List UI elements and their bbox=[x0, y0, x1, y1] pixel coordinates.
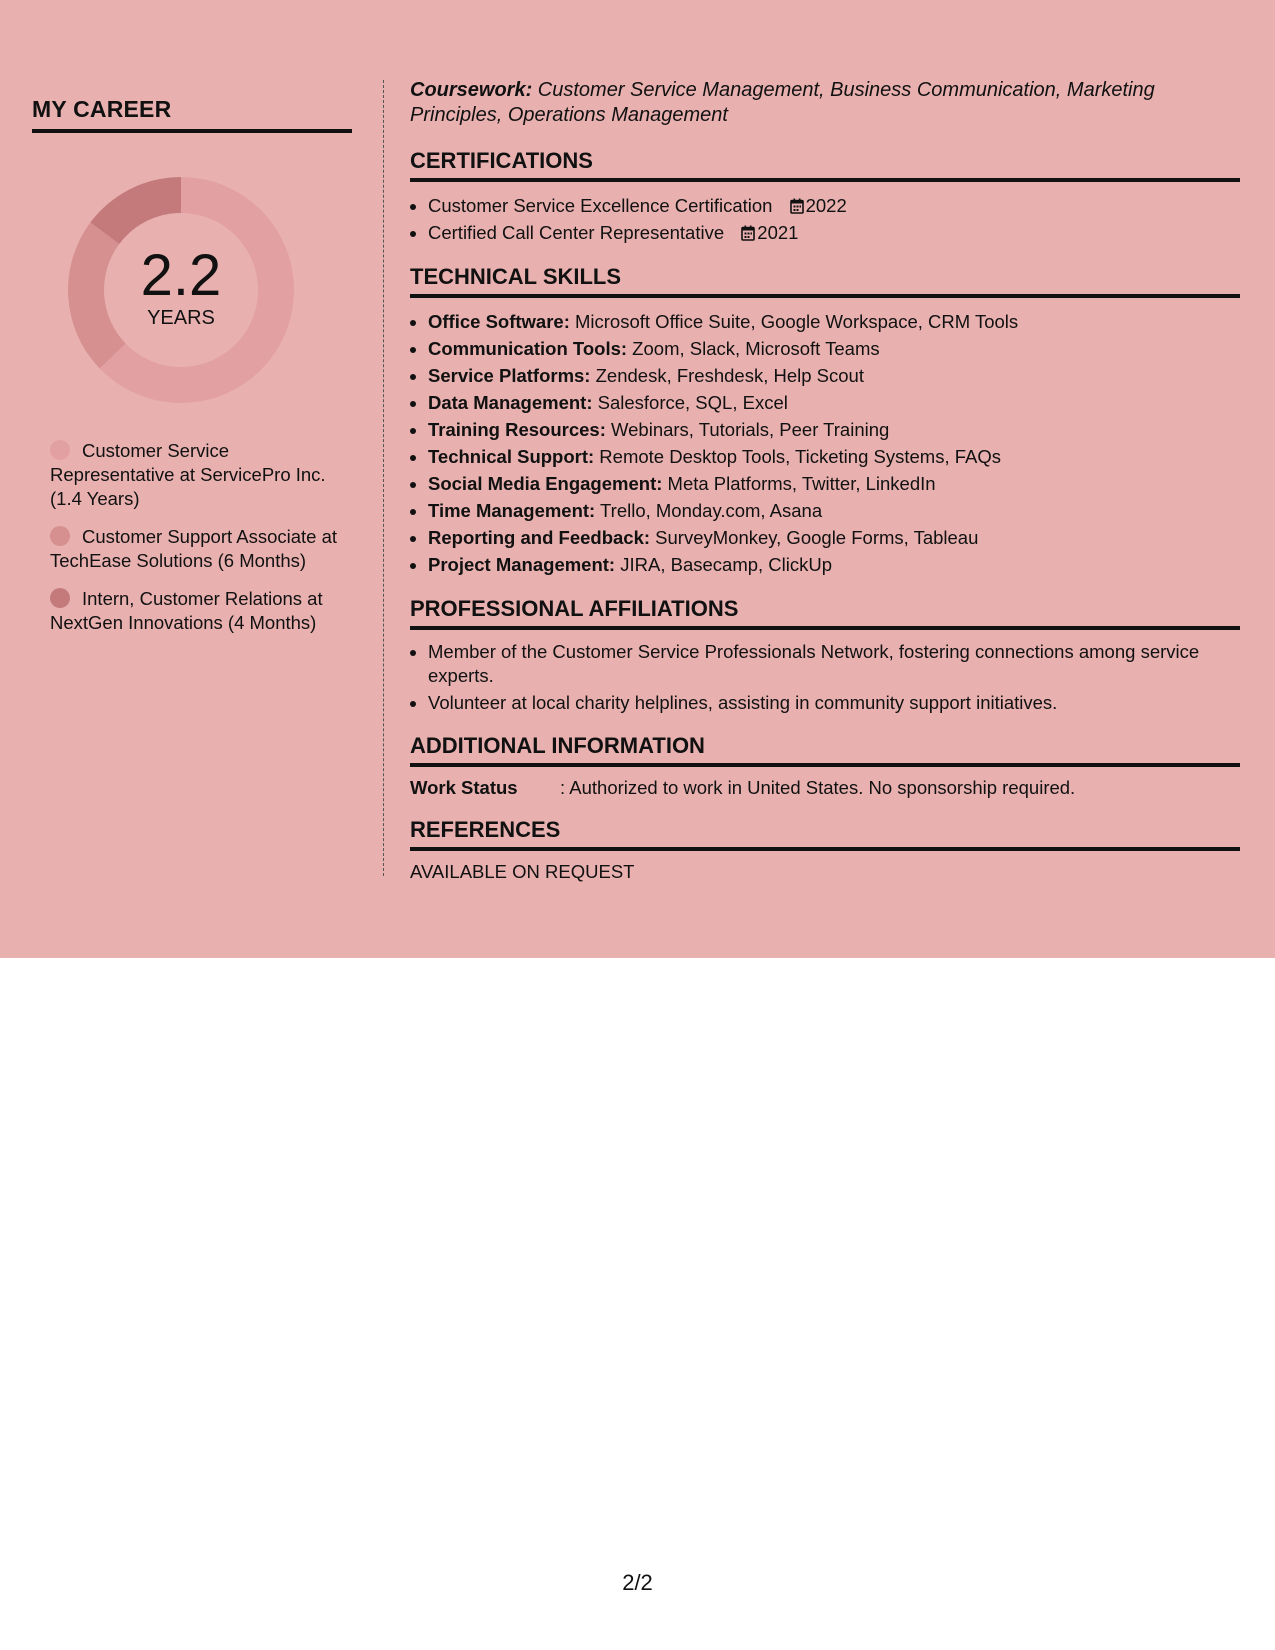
legend-dot-icon bbox=[50, 440, 70, 460]
career-legend bbox=[50, 439, 340, 635]
certification-item bbox=[428, 219, 1240, 246]
work-status-value: : Authorized to work in United States. No sponsorship required. bbox=[560, 777, 1076, 798]
skill-label: Social Media Engagement: bbox=[428, 473, 663, 494]
total-years-value: 2.2 bbox=[140, 242, 222, 308]
career-donut-chart bbox=[66, 175, 296, 405]
skill-value: Webinars, Tutorials, Peer Training bbox=[605, 419, 890, 440]
calendar-icon bbox=[790, 198, 804, 214]
career-sidebar bbox=[32, 96, 352, 649]
skill-value: SurveyMonkey, Google Forms, Tableau bbox=[650, 527, 979, 548]
column-divider bbox=[383, 80, 384, 876]
certification-year: 2022 bbox=[805, 195, 847, 216]
coursework-label: Coursework: bbox=[410, 79, 533, 101]
skill-item bbox=[428, 497, 1240, 524]
legend-dot-icon bbox=[50, 526, 70, 546]
coursework-text: Customer Service Management, Business Communication, Marketing Principles, Operations Management bbox=[410, 79, 1155, 126]
skill-item bbox=[428, 551, 1240, 578]
skill-value: Zoom, Slack, Microsoft Teams bbox=[627, 338, 880, 359]
certification-year: 2021 bbox=[757, 222, 799, 243]
calendar-icon bbox=[741, 225, 755, 241]
skill-value: Meta Platforms, Twitter, LinkedIn bbox=[662, 473, 936, 494]
skill-value: Remote Desktop Tools, Ticketing Systems, FAQs bbox=[594, 446, 1001, 467]
skill-value: Microsoft Office Suite, Google Workspace, CRM Tools bbox=[569, 311, 1019, 332]
skill-label: Technical Support: bbox=[428, 446, 595, 467]
legend-label: Intern, Customer Relations at NextGen Innovations (4 Months) bbox=[50, 588, 323, 633]
legend-label: Customer Service Representative at ServicePro Inc. (1.4 Years) bbox=[50, 440, 326, 509]
affiliation-item: • Volunteer at local charity helplines, assisting in community support initiatives. bbox=[428, 691, 1240, 715]
legend-label: Customer Support Associate at TechEase Solutions (6 Months) bbox=[50, 526, 338, 571]
skill-item bbox=[428, 389, 1240, 416]
skill-item bbox=[428, 308, 1240, 335]
affiliations-title: PROFESSIONAL AFFILIATIONS bbox=[410, 596, 1240, 630]
additional-info-title: ADDITIONAL INFORMATION bbox=[410, 733, 1240, 767]
skill-item bbox=[428, 524, 1240, 551]
affiliations-list bbox=[410, 640, 1240, 715]
work-status-row bbox=[410, 777, 1240, 799]
skill-label: Data Management: bbox=[428, 392, 593, 413]
skill-label: Time Management: bbox=[428, 500, 596, 521]
total-years-unit: YEARS bbox=[147, 306, 215, 329]
references-text: AVAILABLE ON REQUEST bbox=[410, 861, 635, 882]
skill-value: JIRA, Basecamp, ClickUp bbox=[615, 554, 833, 575]
technical-skills-list bbox=[410, 308, 1240, 578]
legend-item bbox=[50, 587, 340, 635]
skill-value: Zendesk, Freshdesk, Help Scout bbox=[590, 365, 864, 386]
certifications-title: CERTIFICATIONS bbox=[410, 148, 1240, 182]
technical-skills-title: TECHNICAL SKILLS bbox=[410, 264, 1240, 298]
references-title: REFERENCES bbox=[410, 817, 1240, 851]
legend-item bbox=[50, 525, 340, 573]
career-title: MY CAREER bbox=[32, 96, 352, 133]
skill-item bbox=[428, 416, 1240, 443]
skill-label: Communication Tools: bbox=[428, 338, 628, 359]
coursework bbox=[410, 78, 1240, 128]
certification-name: Customer Service Excellence Certification bbox=[428, 195, 773, 216]
skill-label: Service Platforms: bbox=[428, 365, 591, 386]
legend-item bbox=[50, 439, 340, 511]
page-number: 2/2 bbox=[622, 1570, 653, 1595]
skill-item bbox=[428, 470, 1240, 497]
skill-item bbox=[428, 335, 1240, 362]
skill-item bbox=[428, 362, 1240, 389]
skill-label: Training Resources: bbox=[428, 419, 606, 440]
skill-label: Project Management: bbox=[428, 554, 616, 575]
certification-item bbox=[428, 192, 1240, 219]
legend-dot-icon bbox=[50, 588, 70, 608]
main-content bbox=[410, 78, 1240, 883]
skill-value: Trello, Monday.com, Asana bbox=[595, 500, 823, 521]
donut-center bbox=[66, 175, 296, 405]
certification-name: Certified Call Center Representative bbox=[428, 222, 725, 243]
work-status-label: Work Status bbox=[410, 777, 518, 798]
skill-label: Office Software: bbox=[428, 311, 570, 332]
skill-label: Reporting and Feedback: bbox=[428, 527, 651, 548]
skill-value: Salesforce, SQL, Excel bbox=[592, 392, 788, 413]
affiliation-item: • Member of the Customer Service Professionals Network, fostering connections among service experts. bbox=[428, 640, 1240, 688]
skill-item bbox=[428, 443, 1240, 470]
certifications-list bbox=[410, 192, 1240, 246]
